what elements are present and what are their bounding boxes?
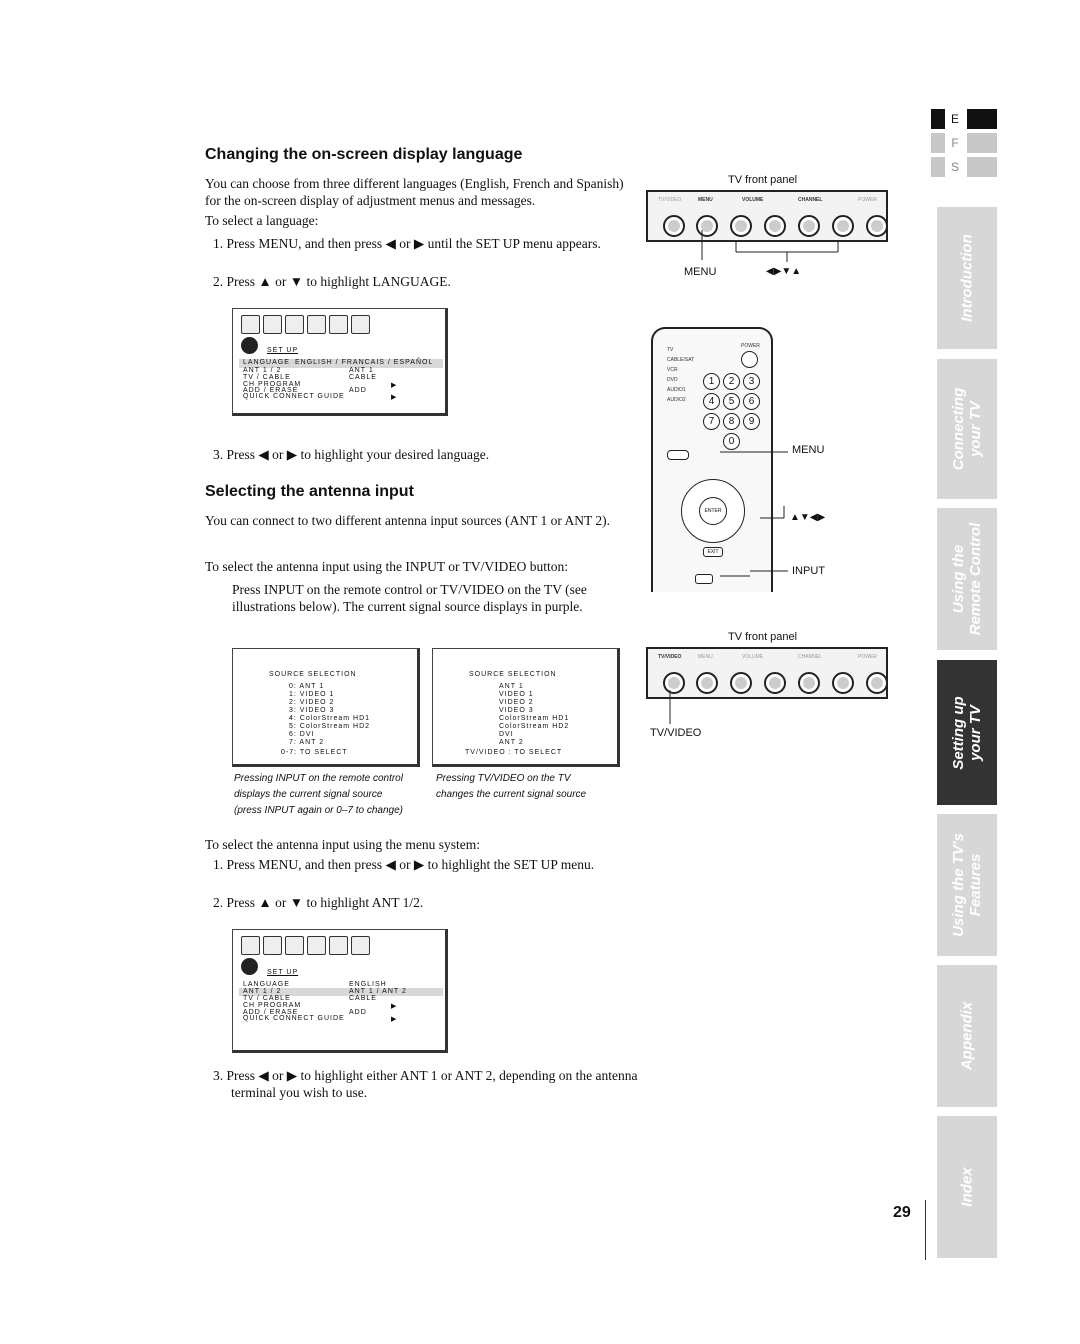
- language-step1: 1. Press MENU, and then press ◀ or ▶ until the SET UP menu appears.: [213, 236, 601, 251]
- osd-row-label: LANGUAGE: [243, 359, 290, 366]
- osd-row-value: ▶: [391, 1003, 398, 1010]
- panel-label: POWER: [858, 654, 877, 660]
- tv-panel2-callout-line: [660, 690, 680, 726]
- osd-row-label: ADD / ERASE: [243, 387, 299, 394]
- osd-row-label: TV / CABLE: [243, 995, 291, 1002]
- source-header: SOURCE SELECTION: [269, 671, 357, 678]
- osd-row-value: ANT 1: [349, 367, 374, 374]
- source-list: [499, 683, 569, 747]
- source-list: [289, 683, 370, 747]
- source-item: ANT 1: [499, 683, 524, 690]
- antenna-step2: 2. Press ▲ or ▼ to highlight ANT 1/2.: [213, 895, 424, 910]
- source-item: 2: VIDEO 2: [289, 699, 335, 706]
- remote-menu-button[interactable]: [667, 450, 689, 460]
- source-item: VIDEO 3: [499, 707, 534, 714]
- audio-icon: [263, 315, 282, 334]
- picture-icon: [241, 315, 260, 334]
- setup-icon: [307, 315, 326, 334]
- tab-appendix[interactable]: [937, 965, 997, 1107]
- digit-6-button[interactable]: 6: [743, 393, 760, 410]
- digit-1-button[interactable]: 1: [703, 373, 720, 390]
- mode-label: AUDIO1: [667, 387, 686, 393]
- digit-7-button[interactable]: 7: [703, 413, 720, 430]
- source-item: 0: ANT 1: [289, 683, 325, 690]
- tab-label: Using the Remote Control: [950, 522, 984, 636]
- lang-f-bar: [967, 133, 997, 153]
- osd-row-label: ANT 1 / 2: [243, 988, 282, 995]
- remote-enter-button[interactable]: ENTER: [699, 497, 727, 525]
- setup-icon: [307, 936, 326, 955]
- digit-4-button[interactable]: 4: [703, 393, 720, 410]
- lang-marker-f: [931, 133, 945, 153]
- osd-row-value: ▶: [391, 1016, 398, 1023]
- mode-label: AUDIO2: [667, 397, 686, 403]
- source-item: ANT 2: [499, 739, 524, 746]
- tab-introduction[interactable]: [937, 207, 997, 349]
- osd-header: SET UP: [267, 969, 299, 976]
- lang-marker-s: [931, 157, 945, 177]
- osd-row-value: ANT 1 / ANT 2: [349, 988, 407, 995]
- source-item: 5: ColorStream HD2: [289, 723, 371, 730]
- source2-caption: [436, 771, 586, 803]
- source-item: 4: ColorStream HD1: [289, 715, 371, 722]
- antenna-menu-method: To select the antenna input using the menu system:: [205, 837, 480, 852]
- channel-up-button[interactable]: [832, 672, 854, 694]
- panel-label: VOLUME: [742, 654, 764, 660]
- osd-row-label: QUICK CONNECT GUIDE: [243, 393, 345, 400]
- timer-icon: [285, 936, 304, 955]
- antenna-intro: You can connect to two different antenna input sources (ANT 1 or ANT 2).: [205, 513, 611, 528]
- lang-s: S: [945, 157, 965, 177]
- tab-label: Index: [958, 1167, 976, 1207]
- source-item: VIDEO 1: [499, 691, 534, 698]
- mode-label: DVD: [667, 377, 678, 383]
- power-label: POWER: [741, 343, 760, 349]
- antenna-button-desc: Press INPUT on the remote control or TV/VIDEO on the TV (see illustrations below). The current signal source displays in purple.: [232, 582, 587, 614]
- tab-index[interactable]: [937, 1116, 997, 1258]
- panel-label: CHANNEL: [798, 197, 823, 203]
- lang-e-bar: [967, 109, 997, 129]
- menu-button[interactable]: [696, 672, 718, 694]
- tab-remote-control[interactable]: [937, 508, 997, 650]
- picture-icon: [241, 936, 260, 955]
- osd-row-value: ADD: [349, 387, 367, 394]
- remote-menu-callout: MENU: [792, 444, 825, 456]
- panel-label: VOLUME: [742, 197, 764, 203]
- remote-input-callout: INPUT: [792, 565, 825, 577]
- panel-label: MENU: [698, 654, 713, 660]
- osd-header: SET UP: [267, 347, 299, 354]
- osd-row-value: ENGLISH: [349, 981, 387, 988]
- digit-5-button[interactable]: 5: [723, 393, 740, 410]
- tv-panel2-tvvideo-callout: TV/VIDEO: [650, 727, 702, 739]
- caption-line: changes the current signal source: [436, 789, 587, 800]
- osd-row-value: CABLE: [349, 995, 377, 1002]
- tab-label: Appendix: [958, 1001, 976, 1071]
- mode-label: VCR: [667, 367, 678, 373]
- section-title-antenna: Selecting the antenna input: [205, 483, 414, 500]
- osd-row-label: CH PROGRAM: [243, 1002, 302, 1009]
- options-icon: [329, 315, 348, 334]
- osd-row-value: ▶: [391, 382, 398, 389]
- osd-row-label: ADD / ERASE: [243, 1009, 299, 1016]
- source1-caption: [234, 771, 403, 819]
- osd-row-value: CABLE: [349, 374, 377, 381]
- source-header: SOURCE SELECTION: [469, 671, 557, 678]
- tab-label: Using the TV's Features: [950, 833, 984, 937]
- channel-down-button[interactable]: [798, 672, 820, 694]
- tv-front-panel-2: [646, 647, 888, 699]
- osd-row-value: ADD: [349, 1009, 367, 1016]
- lang-f: F: [945, 133, 965, 153]
- osd-row-label: ANT 1 / 2: [243, 367, 282, 374]
- digit-2-button[interactable]: 2: [723, 373, 740, 390]
- osd-row-label: QUICK CONNECT GUIDE: [243, 1015, 345, 1022]
- osd-row-label: LANGUAGE: [243, 981, 290, 988]
- mode-label: CABLE/SAT: [667, 357, 695, 363]
- menu-selected-icon: [241, 958, 258, 975]
- tab-label: Setting up your TV: [950, 695, 984, 770]
- tv-panel1-arrows-callout: ◀▶▼▲: [766, 266, 802, 277]
- osd-row-label: TV / CABLE: [243, 374, 291, 381]
- language-to-select: To select a language:: [205, 213, 319, 228]
- tab-label: Introduction: [958, 234, 976, 322]
- audio-icon: [263, 936, 282, 955]
- source-item: VIDEO 2: [499, 699, 534, 706]
- osd-row-value: ENGLISH / FRANCAIS / ESPAÑOL: [295, 359, 434, 366]
- panel-label: TV/VIDEO: [658, 197, 682, 203]
- volume-up-button[interactable]: [764, 672, 786, 694]
- digit-0-button[interactable]: 0: [723, 433, 740, 450]
- lock-icon: [351, 936, 370, 955]
- tv-panel1-callout-lines: [640, 230, 890, 270]
- antenna-step1: 1. Press MENU, and then press ◀ or ▶ to highlight the SET UP menu.: [213, 857, 595, 872]
- remote-input-button[interactable]: [695, 574, 713, 584]
- language-intro: You can choose from three different languages (English, French and Spanish) for the on-screen display of adjustment menus and messages.: [205, 176, 624, 208]
- tv-panel2-caption: TV front panel: [728, 631, 798, 643]
- lang-marker-e: [931, 109, 945, 129]
- tab-features[interactable]: [937, 814, 997, 956]
- volume-down-button[interactable]: [730, 672, 752, 694]
- options-icon: [329, 936, 348, 955]
- caption-line: displays the current signal source: [234, 789, 383, 800]
- source-item: DVI: [499, 731, 514, 738]
- language-step2: 2. Press ▲ or ▼ to highlight LANGUAGE.: [213, 274, 451, 289]
- source-footer: 0-7: TO SELECT: [281, 749, 348, 756]
- caption-line: Pressing INPUT on the remote control: [234, 773, 403, 784]
- panel-label: MENU: [698, 197, 713, 203]
- tv-panel1-caption: TV front panel: [728, 174, 798, 186]
- antenna-button-method: To select the antenna input using the INPUT or TV/VIDEO button:: [205, 559, 568, 574]
- source-item: 6: DVI: [289, 731, 315, 738]
- lang-s-bar: [967, 157, 997, 177]
- digit-3-button[interactable]: 3: [743, 373, 760, 390]
- lock-icon: [351, 315, 370, 334]
- source-item: ColorStream HD1: [499, 715, 570, 722]
- panel-label: TV/VIDEO: [658, 654, 682, 660]
- tab-label: Connecting your TV: [950, 387, 984, 471]
- caption-line: (press INPUT again or 0–7 to change): [234, 805, 403, 816]
- source-item: ColorStream HD2: [499, 723, 570, 730]
- menu-selected-icon: [241, 337, 258, 354]
- caption-line: Pressing TV/VIDEO on the TV: [436, 773, 571, 784]
- section-title-language: Changing the on-screen display language: [205, 146, 523, 163]
- page-number: 29: [893, 1204, 911, 1221]
- osd-row-label: CH PROGRAM: [243, 381, 302, 388]
- remote-arrows-callout: ▲▼◀▶: [790, 512, 826, 523]
- source-item: 3: VIDEO 3: [289, 707, 335, 714]
- antenna-step3: 3. Press ◀ or ▶ to highlight either ANT 1 or ANT 2, depending on the antenna terminal you wish to use.: [213, 1068, 638, 1100]
- osd-row-value: ▶: [391, 394, 398, 401]
- panel-label: CHANNEL: [798, 654, 822, 660]
- digit-8-button[interactable]: 8: [723, 413, 740, 430]
- timer-icon: [285, 315, 304, 334]
- page-number-divider: [925, 1200, 926, 1260]
- osd-source-selection-input: [232, 648, 420, 767]
- source-footer: TV/VIDEO : TO SELECT: [465, 749, 563, 756]
- panel-label: POWER: [858, 197, 877, 203]
- power-button[interactable]: [866, 672, 888, 694]
- tv-panel1-menu-callout: MENU: [684, 266, 717, 278]
- tab-connecting[interactable]: [937, 359, 997, 499]
- mode-label: TV: [667, 347, 674, 353]
- source-item: 1: VIDEO 1: [289, 691, 335, 698]
- remote-power-button[interactable]: [741, 351, 758, 368]
- remote-exit-button[interactable]: EXIT: [703, 547, 723, 557]
- source-item: 7: ANT 2: [289, 739, 325, 746]
- osd-setup-menu-antenna: [232, 929, 448, 1053]
- tab-setting-up[interactable]: [937, 660, 997, 805]
- language-step3: 3. Press ◀ or ▶ to highlight your desired language.: [213, 447, 490, 462]
- osd-setup-menu-language: [232, 308, 448, 416]
- osd-source-selection-tvvideo: [432, 648, 620, 767]
- remote-callout-lines: [720, 440, 800, 580]
- digit-9-button[interactable]: 9: [743, 413, 760, 430]
- lang-e: E: [945, 109, 965, 129]
